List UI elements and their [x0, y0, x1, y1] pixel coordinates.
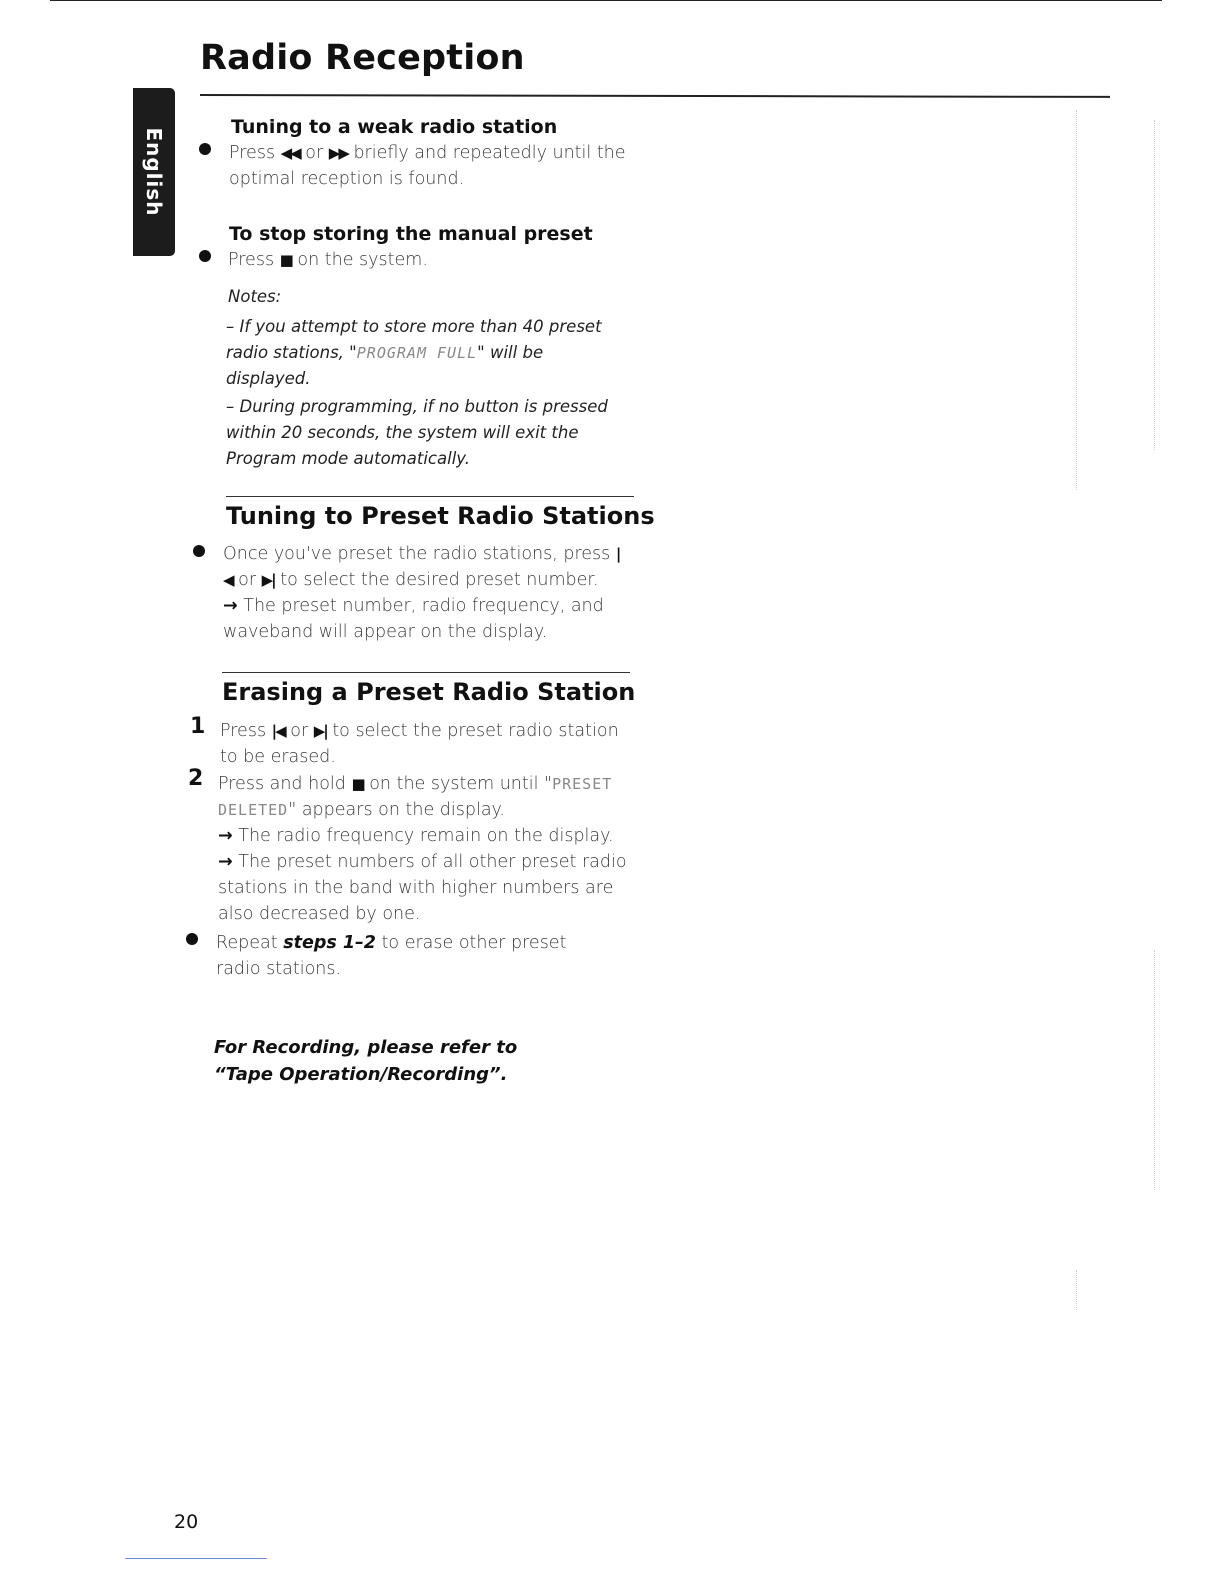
text: Once you've preset the radio stations, press [223, 544, 611, 564]
stop-storing-heading: To stop storing the manual preset [229, 223, 593, 245]
bullet-icon [199, 250, 211, 262]
text: The preset numbers of all other preset radio stations in the band with higher numbers are also decreased by one. [218, 852, 627, 924]
margin-mark [1076, 1270, 1077, 1310]
section-rule [222, 672, 630, 673]
language-tab-label: English [142, 127, 166, 217]
bullet-icon [193, 545, 205, 557]
text: on the system until " [369, 774, 553, 794]
language-tab [133, 88, 175, 256]
section-rule [226, 496, 634, 497]
steps-reference: steps 1–2 [283, 933, 376, 953]
bullet-icon [186, 933, 198, 945]
text: to select the preset radio station to be erased. [220, 721, 619, 767]
text: Repeat [216, 933, 278, 953]
weak-station-heading: Tuning to a weak radio station [231, 116, 558, 138]
text: Press [229, 143, 276, 163]
step-number: 1 [190, 714, 206, 739]
skip-previous-icon: |◀ [271, 722, 285, 740]
text: Press and hold [218, 774, 346, 794]
arrow-icon: → [223, 596, 238, 616]
rewind-icon: ◀◀ [280, 144, 300, 162]
weak-station-text [229, 140, 629, 192]
stop-icon: ■ [351, 775, 364, 793]
repeat-text [216, 930, 616, 982]
lcd-text: PROGRAM FULL [356, 344, 478, 362]
skip-next-icon: ▶| [313, 722, 327, 740]
lcd-text: PRESET DELETED [218, 775, 613, 819]
step-number: 2 [188, 766, 204, 791]
page-number: 20 [174, 1511, 199, 1533]
fast-forward-icon: ▶▶ [328, 144, 348, 162]
note-2: – During programming, if no button is pressed within 20 seconds, the system will exit the Program mode automatically. [226, 397, 608, 468]
stop-storing-text [228, 247, 628, 273]
stop-icon: ■ [279, 251, 292, 269]
step-1-text [220, 718, 630, 770]
step-2-text [218, 771, 630, 927]
text: " appears on the display. [288, 800, 505, 820]
notes-label: Notes: [228, 287, 282, 306]
text: – If you attempt to store more than 40 preset radio stations, " [226, 317, 602, 362]
text: on the system. [297, 250, 428, 270]
skip-next-icon: ▶| [261, 571, 275, 589]
bottom-rule [125, 1558, 267, 1559]
text: Press [228, 250, 275, 270]
skip-previous-icon: |◀ [223, 545, 620, 589]
text: briefly and repeatedly until the optimal reception is found. [229, 143, 626, 189]
margin-mark [1076, 110, 1077, 490]
arrow-icon: → [218, 826, 233, 846]
note-1 [226, 314, 626, 392]
text: or [305, 143, 324, 163]
title-rule [200, 94, 1110, 98]
text: to select the desired preset number. [280, 570, 599, 590]
tuning-preset-heading: Tuning to Preset Radio Stations [226, 502, 655, 530]
tuning-preset-text [223, 541, 623, 645]
page-title: Radio Reception [200, 38, 525, 78]
text: The preset number, radio frequency, and waveband will appear on the display. [223, 596, 604, 642]
bullet-icon [199, 143, 211, 155]
text: or [238, 570, 257, 590]
recording-reference-note: For Recording, please refer to “Tape Operation/Recording”. [214, 1037, 518, 1085]
erasing-heading: Erasing a Preset Radio Station [222, 678, 636, 706]
arrow-icon: → [218, 852, 233, 872]
top-rule [50, 0, 1162, 1]
text: to erase other preset radio stations. [216, 933, 567, 979]
text: " will be displayed. [226, 343, 544, 388]
text: Press [220, 721, 267, 741]
margin-mark [1154, 120, 1155, 450]
text: The radio frequency remain on the display. [238, 826, 614, 846]
margin-mark [1154, 950, 1155, 1190]
text: or [290, 721, 309, 741]
